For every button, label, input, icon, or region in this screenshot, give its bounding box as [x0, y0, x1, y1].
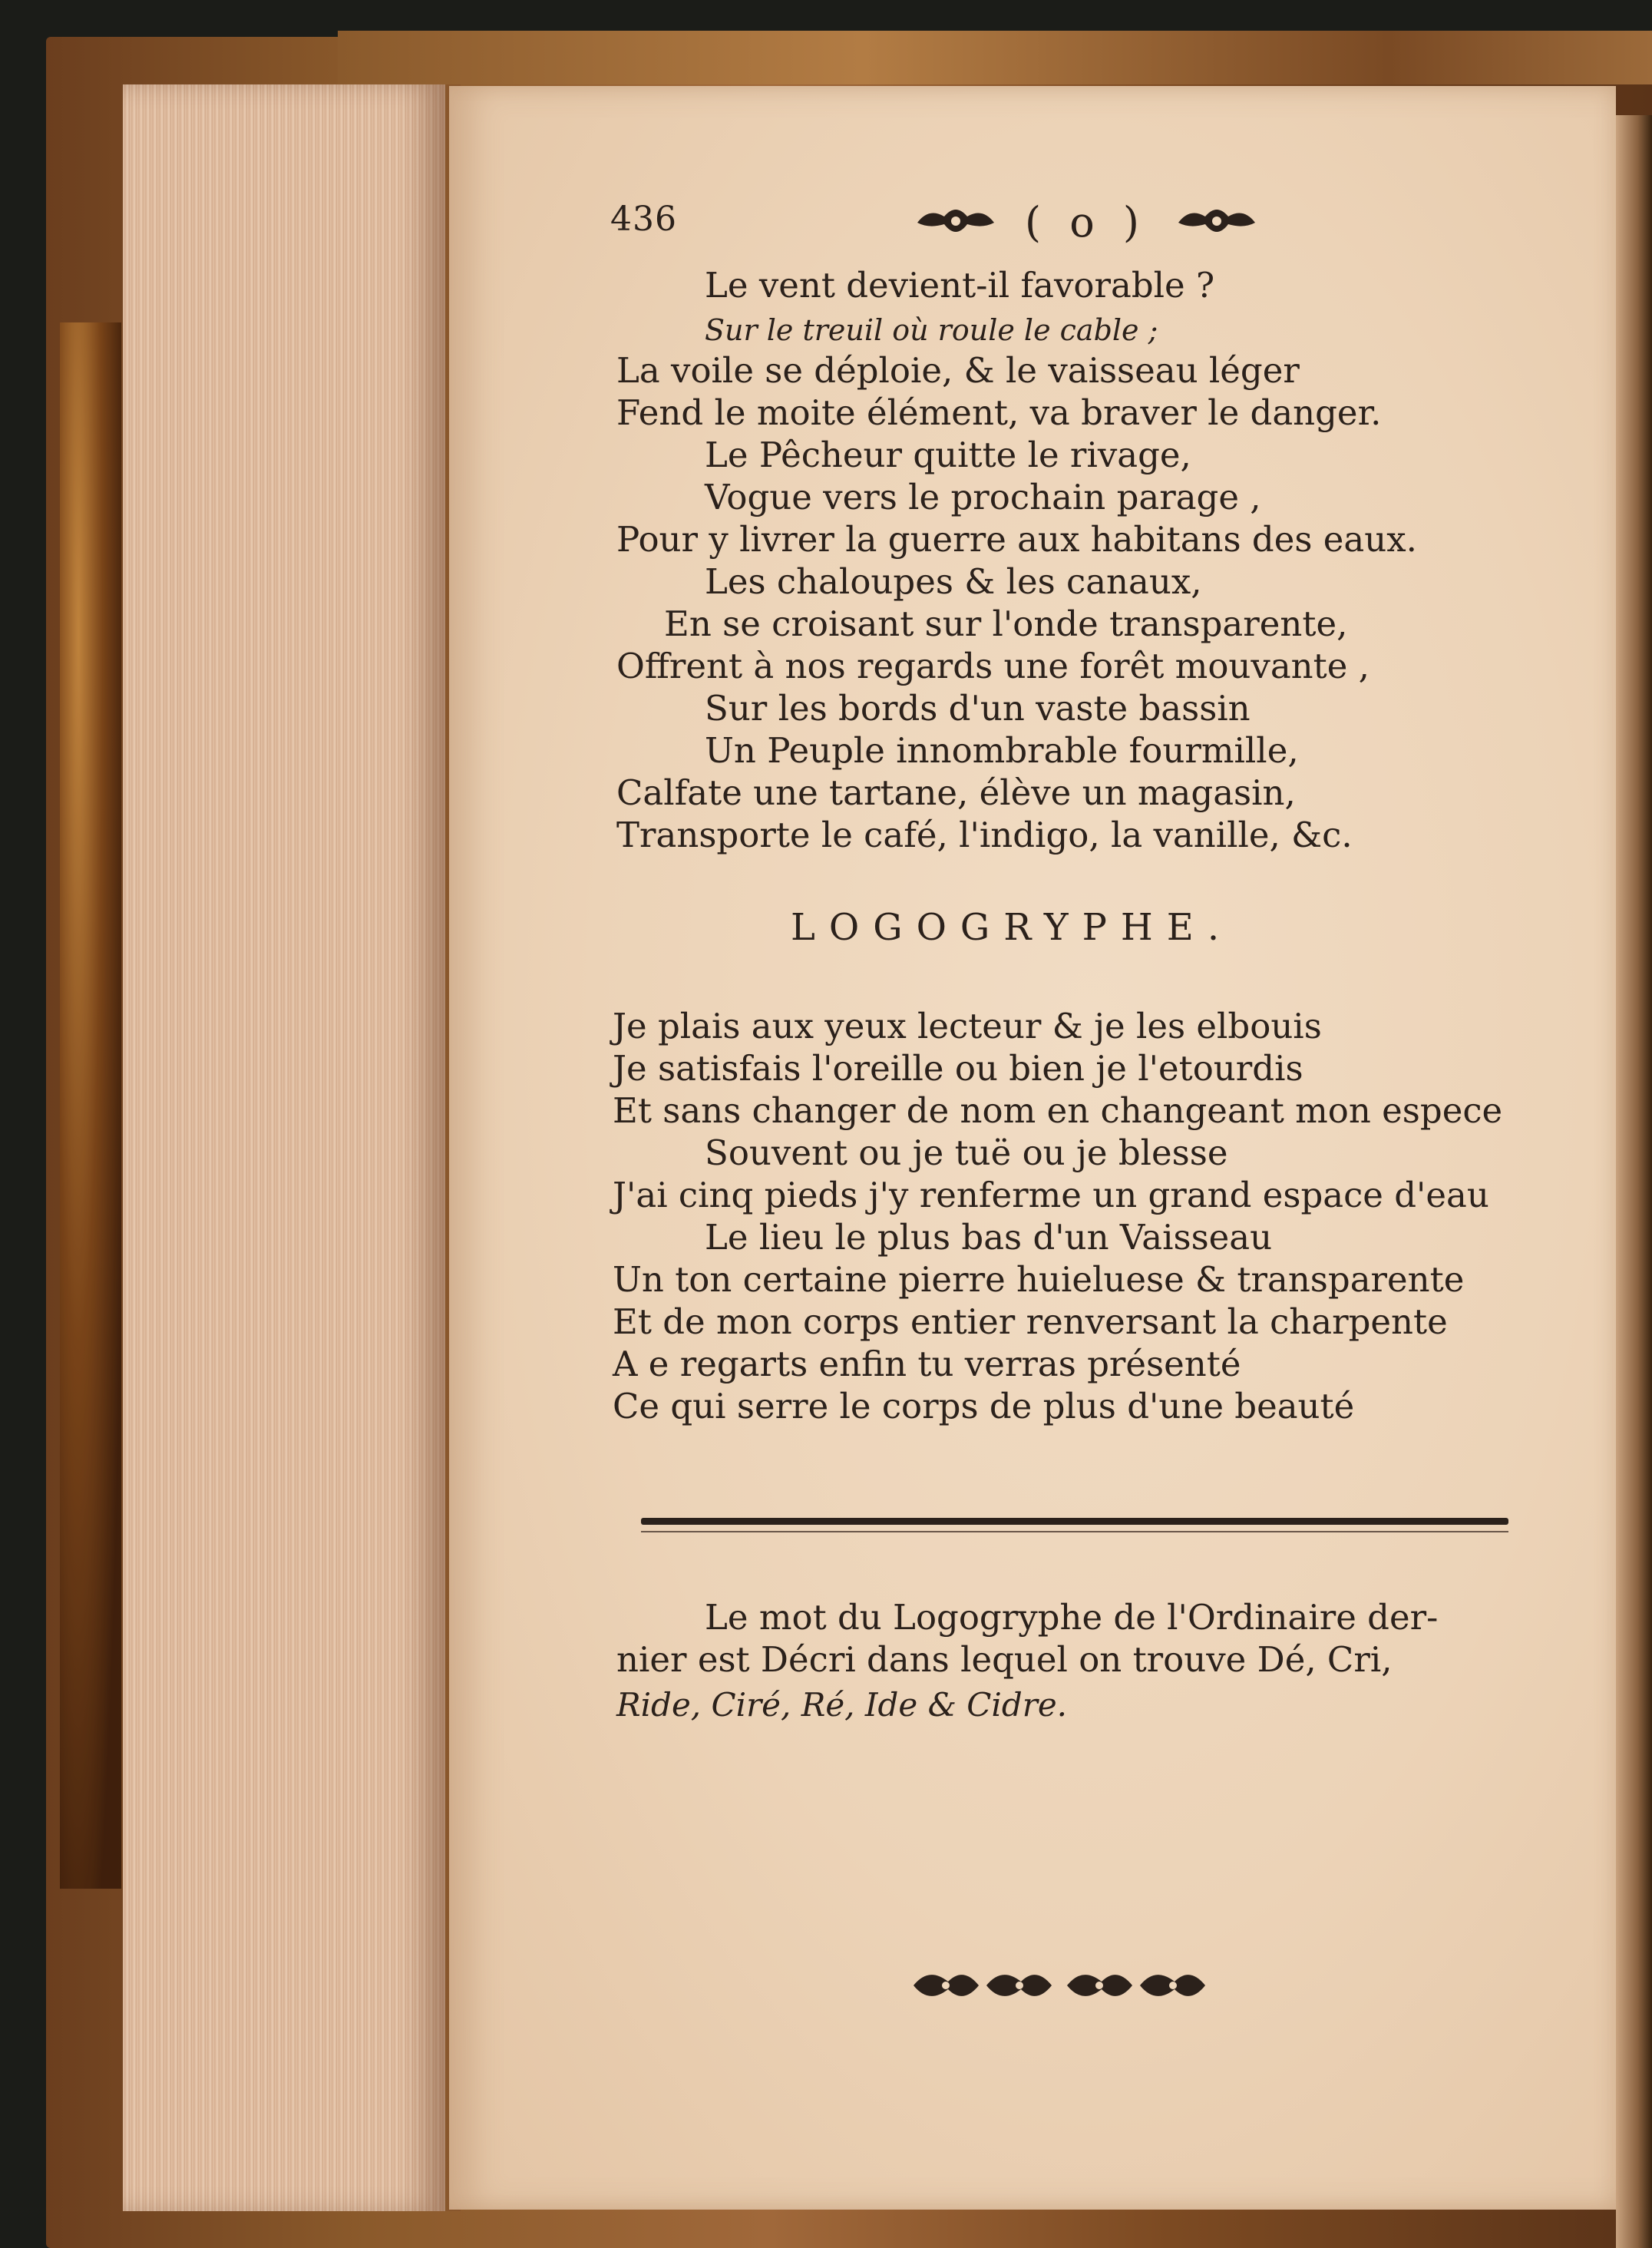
- poem-line: Transporte le café, l'indigo, la vanille, &c.: [616, 815, 1353, 855]
- logogryphe-line: Le lieu le plus bas d'un Vaisseau: [705, 1217, 1273, 1258]
- poem-line: Calfate une tartane, élève un magasin,: [616, 772, 1296, 813]
- answer-line: Le mot du Logogryphe de l'Ordinaire der-: [705, 1597, 1439, 1638]
- poem-line: Le vent devient-il favorable ?: [705, 265, 1215, 306]
- marbled-board: [60, 322, 121, 1889]
- poem-line: Pour y livrer la guerre aux habitans des eaux.: [616, 519, 1417, 560]
- logogryphe-line: Souvent ou je tuë ou je blesse: [705, 1132, 1228, 1173]
- header-center-mark: ( o ): [1025, 198, 1147, 246]
- poem-line: Le Pêcheur quitte le rivage,: [705, 435, 1191, 475]
- poem-line: Un Peuple innombrable fourmille,: [705, 730, 1299, 771]
- logogryphe-line: Ce qui serre le corps de plus d'une beauté: [613, 1386, 1355, 1426]
- fleuron-icon: [1175, 201, 1259, 244]
- logogryphe-line: Je plais aux yeux lecteur & je les elbouis: [613, 1006, 1322, 1046]
- fleuron-icon: [914, 201, 998, 244]
- logogryphe-line: Et de mon corps entier renversant la charpente: [613, 1301, 1448, 1342]
- logogryphe-line: Et sans changer de nom en changeant mon espece: [613, 1090, 1503, 1131]
- poem-line: Offrent à nos regards une forêt mouvante ,: [616, 646, 1370, 686]
- answer-line: Ride, Ciré, Ré, Ide & Cidre.: [616, 1686, 1068, 1724]
- logogryphe-line: Un ton certaine pierre huieluese & transparente: [613, 1259, 1465, 1300]
- logogryphe-title: LOGOGRYPHE.: [791, 906, 1234, 949]
- page-block-edges: [123, 84, 445, 2211]
- answer-line: nier est Décri dans lequel on trouve Dé, Cri,: [616, 1639, 1393, 1680]
- logogryphe-line: Je satisfais l'oreille ou bien je l'etourdis: [613, 1048, 1303, 1089]
- poem-line: Sur le treuil où roule le cable ;: [705, 313, 1158, 347]
- page-header: [610, 198, 1378, 260]
- poem-line: Vogue vers le prochain parage ,: [705, 477, 1261, 517]
- poem-line: La voile se déploie, & le vaisseau léger: [616, 350, 1300, 391]
- separator-rule: [641, 1518, 1508, 1525]
- poem-line: Les chaloupes & les canaux,: [705, 561, 1202, 602]
- separator-rule-thin: [641, 1531, 1508, 1532]
- poem-line: En se croisant sur l'onde transparente,: [664, 603, 1348, 644]
- poem-line: Sur les bords d'un vaste bassin: [705, 688, 1251, 729]
- logogryphe-line: A e regarts enfin tu verras présenté: [613, 1344, 1241, 1384]
- cover-top-edge: [338, 31, 1652, 84]
- ornamental-tailpiece-icon: [906, 1962, 1213, 2008]
- logogryphe-line: J'ai cinq pieds j'y renferme un grand espace d'eau: [613, 1175, 1489, 1215]
- page-number: 436: [610, 200, 677, 239]
- poem-line: Fend le moite élément, va braver le danger.: [616, 392, 1382, 433]
- page-right-edge: [1616, 115, 1652, 2248]
